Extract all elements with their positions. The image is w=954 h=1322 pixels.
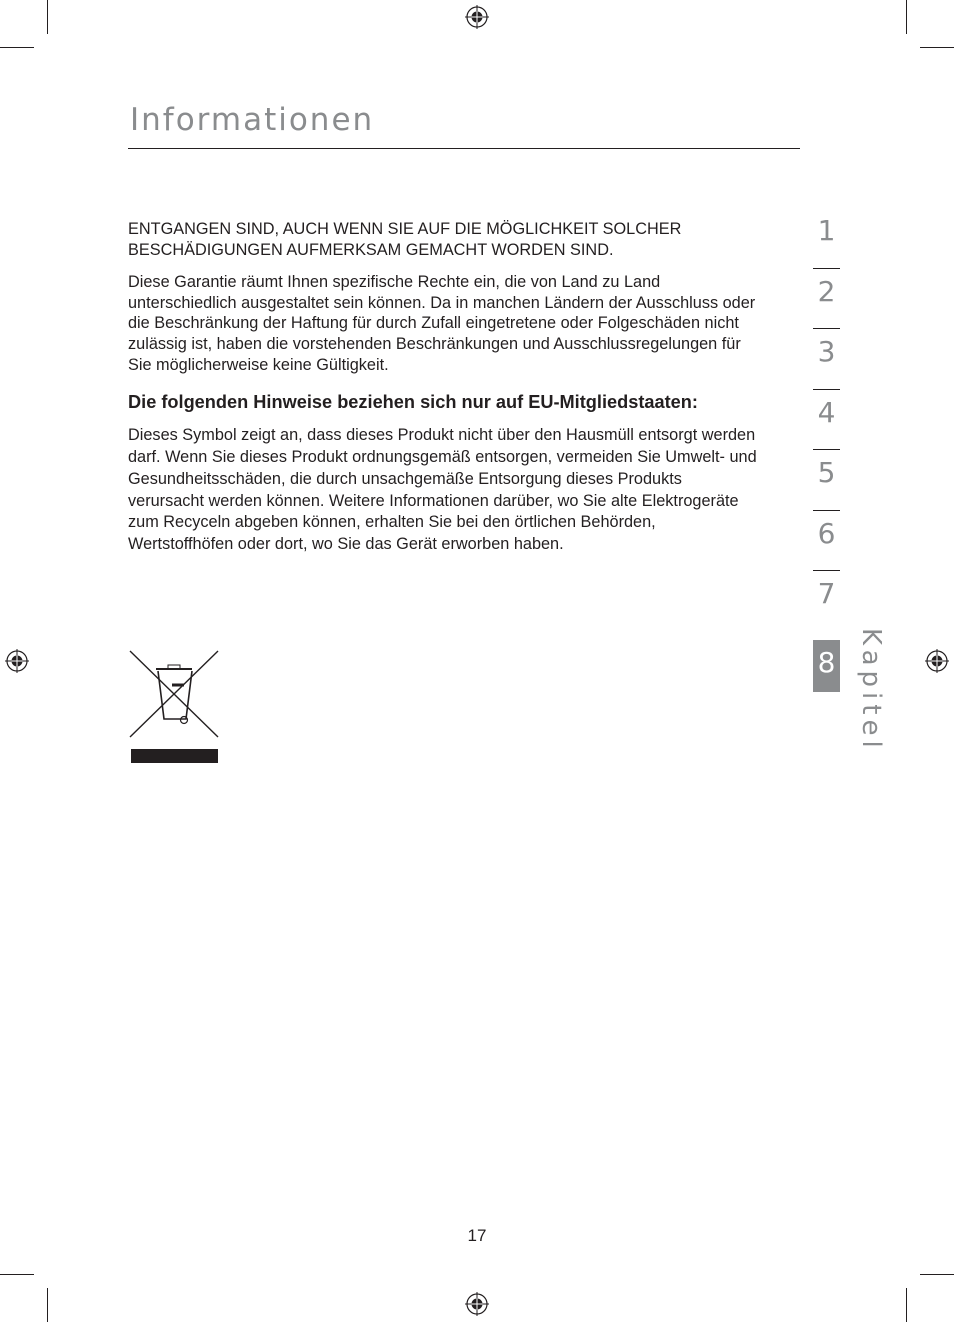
main-content — [128, 219, 758, 556]
chapter-nav — [813, 208, 840, 692]
crop-mark — [906, 1288, 907, 1322]
registration-mark-icon — [465, 5, 489, 29]
registration-mark-icon — [5, 649, 29, 673]
crop-mark — [0, 47, 34, 48]
paragraph-garantie: Diese Garantie räumt Ihnen spezifische Rechte ein, die von Land zu Land unterschiedlich ausgestaltet sein können. Da in manchen Ländern der Ausschluss oder die Beschränkung der Haftung für durch Zufall eingetretene oder Folgeschäden nicht zulässig ist, haben die vorstehenden Beschränkungen und Ausschlussregelungen für Sie möglicherweise keine Gültigkeit. — [128, 273, 756, 374]
chapter-tab-2[interactable]: 2 — [813, 269, 840, 330]
chapter-tab-1[interactable]: 1 — [813, 208, 840, 269]
registration-mark-icon — [465, 1292, 489, 1316]
paragraph-caps: ENTGANGEN SIND, AUCH WENN SIE AUF DIE MÖGLICHKEIT SOLCHER BESCHÄDIGUNGEN AUFMERKSAM GEMACHT WORDEN SIND. — [128, 220, 682, 259]
chapter-label: Kapitel — [856, 628, 886, 753]
page-number: 17 — [467, 1226, 487, 1245]
paragraph-symbol: Dieses Symbol zeigt an, dass dieses Produkt nicht über den Hausmüll entsorgt werden darf. Wenn Sie dieses Produkt ordnungsgemäß entsorgen, vermeiden Sie Umwelt- und Gesundheitsschäden, die durch unsachgemäße Entsorgung dieses Produkts verursacht werden können. Weitere Informationen darüber, wo Sie alte Elektrogeräte zum Recyceln abgeben können, erhalten Sie bei den örtlichen Behörden, Wertstoffhöfen oder dort, wo Sie das Gerät erworben haben. — [128, 426, 757, 554]
crossed-out-wheelie-bin-icon — [128, 649, 220, 765]
chapter-tab-6[interactable]: 6 — [813, 511, 840, 572]
chapter-tab-8-active[interactable]: 8 — [813, 640, 840, 692]
crop-mark — [920, 47, 954, 48]
crop-mark — [47, 1288, 48, 1322]
page-title: Informationen — [130, 102, 375, 138]
chapter-tab-7[interactable]: 7 — [817, 577, 836, 610]
crop-mark — [906, 0, 907, 34]
registration-mark-icon — [925, 649, 949, 673]
chapter-tab-3[interactable]: 3 — [813, 329, 840, 390]
crop-mark — [47, 0, 48, 34]
crop-mark — [920, 1274, 954, 1275]
heading-eu: Die folgenden Hinweise beziehen sich nur auf EU-Mitgliedstaaten: — [128, 392, 698, 413]
crop-mark — [0, 1274, 34, 1275]
title-divider — [128, 148, 800, 149]
chapter-tab-5[interactable]: 5 — [813, 450, 840, 511]
chapter-tab-4[interactable]: 4 — [813, 390, 840, 451]
